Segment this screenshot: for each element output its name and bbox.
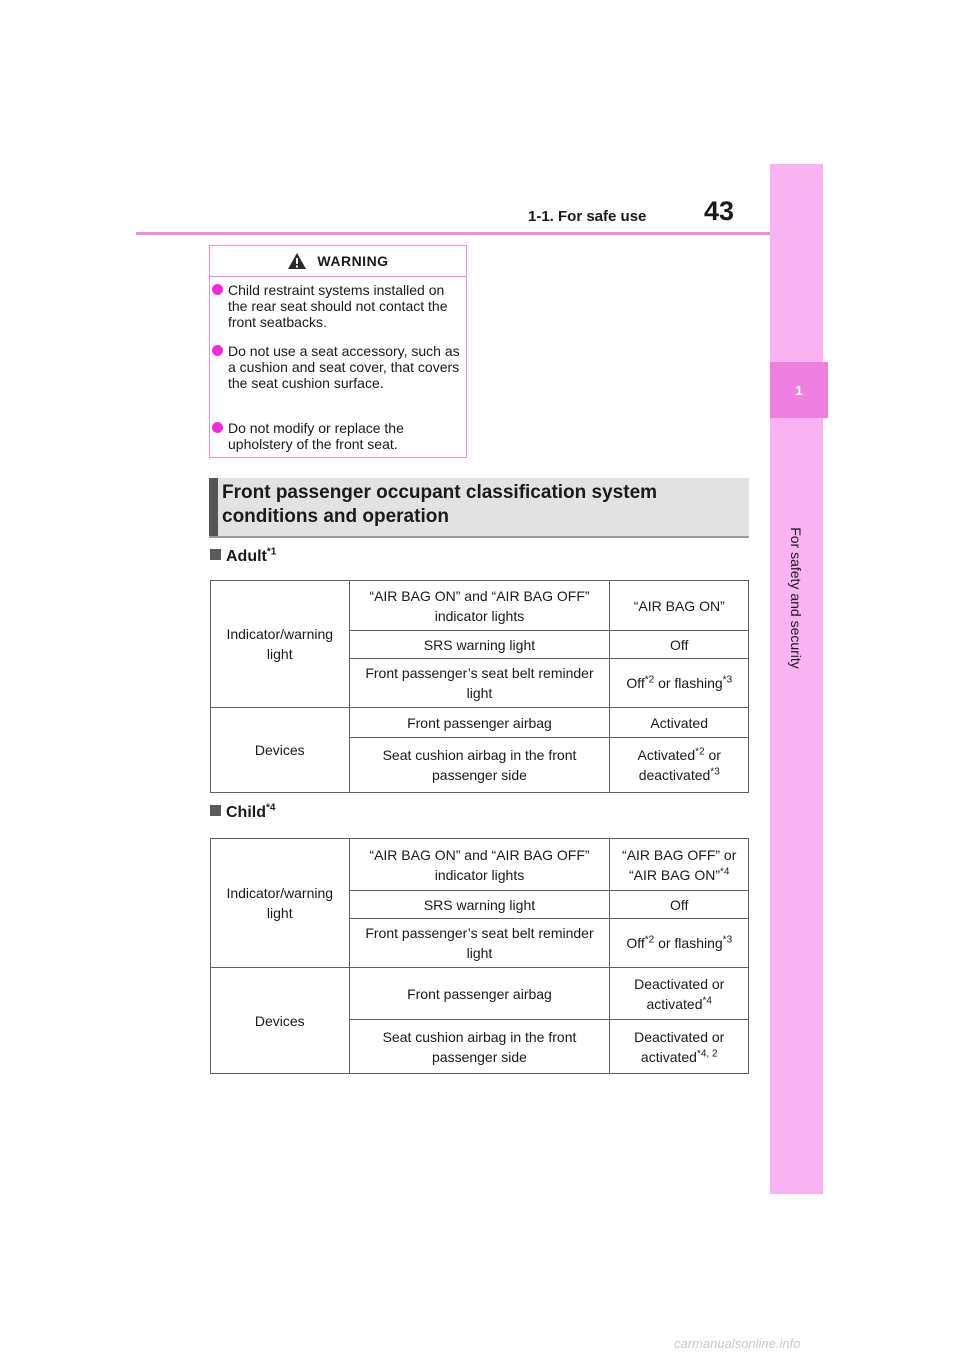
item-cell: SRS warning light — [349, 891, 610, 919]
adult-table — [210, 580, 749, 793]
value-cell: Deactivated or activated$^{*4, 2}$ — [610, 1020, 749, 1074]
value-cell: Off — [610, 631, 749, 659]
table-row — [211, 839, 749, 891]
item-cell: Front passenger airbag — [349, 968, 610, 1020]
value-cell: “AIR BAG OFF” or “AIR BAG ON”$^{*4}$ — [610, 839, 749, 891]
bullet-icon — [212, 284, 223, 295]
bullet-icon — [212, 422, 223, 433]
warning-header — [210, 246, 466, 277]
child-heading: Child$^{*4}$ — [210, 804, 275, 822]
item-cell: Seat cushion airbag in the front passenger side — [349, 738, 610, 793]
child-table — [210, 838, 749, 1074]
item-cell: Front passenger airbag — [349, 708, 610, 738]
table-row — [211, 581, 749, 631]
page-number: 43 — [704, 196, 735, 226]
value-cell: Off$^{*2}$ or flashing$^{*3}$ — [610, 919, 749, 968]
warning-item-text: Do not modify or replace the upholstery of the front seat. — [228, 420, 404, 452]
section-heading-rule — [209, 536, 749, 538]
square-bullet-icon — [210, 549, 221, 560]
warning-box — [209, 245, 467, 458]
warning-item — [210, 282, 466, 332]
table-row — [211, 708, 749, 738]
value-cell: Off — [610, 891, 749, 919]
item-cell: Seat cushion airbag in the front passenger side — [349, 1020, 610, 1074]
chapter-label: For safety and security — [788, 527, 804, 669]
table-row — [211, 968, 749, 1020]
value-cell: “AIR BAG ON” — [610, 581, 749, 631]
item-cell: Front passenger’s seat belt reminder light — [349, 659, 610, 708]
warning-triangle-icon — [287, 252, 307, 270]
value-cell: Deactivated or activated$^{*4}$ — [610, 968, 749, 1020]
section-heading: Front passenger occupant classification system conditions and operation — [222, 482, 658, 527]
item-cell: SRS warning light — [349, 631, 610, 659]
value-cell: Activated — [610, 708, 749, 738]
group-cell: Indicator/warning light — [211, 581, 350, 708]
group-cell: Devices — [211, 708, 350, 793]
section-heading-bar — [209, 478, 218, 536]
header-rule — [136, 232, 770, 235]
chapter-number: 1 — [795, 382, 803, 398]
chapter-side-strip — [770, 164, 823, 1194]
group-cell: Devices — [211, 968, 350, 1074]
warning-item-text: Child restraint systems installed on the rear seat should not contact the front seatbacks. — [228, 282, 448, 330]
group-cell: Indicator/warning light — [211, 839, 350, 968]
section-title: 1-1. For safe use — [528, 208, 647, 225]
adult-heading: Adult$^{*1}$ — [210, 548, 276, 566]
square-bullet-icon — [210, 805, 221, 816]
warning-title: WARNING — [317, 253, 389, 269]
watermark: carmanualsonline.info — [674, 1336, 801, 1351]
item-cell: Front passenger’s seat belt reminder light — [349, 919, 610, 968]
value-cell: Off$^{*2}$ or flashing$^{*3}$ — [610, 659, 749, 708]
warning-item — [210, 343, 466, 409]
bullet-icon — [212, 345, 223, 356]
item-cell: “AIR BAG ON” and “AIR BAG OFF” indicator lights — [349, 839, 610, 891]
warning-item-text: Do not use a seat accessory, such as a cushion and seat cover, that covers the seat cushion surface. — [228, 343, 460, 391]
value-cell: Activated$^{*2}$ or deactivated$^{*3}$ — [610, 738, 749, 793]
warning-item — [210, 420, 466, 454]
item-cell: “AIR BAG ON” and “AIR BAG OFF” indicator lights — [349, 581, 610, 631]
